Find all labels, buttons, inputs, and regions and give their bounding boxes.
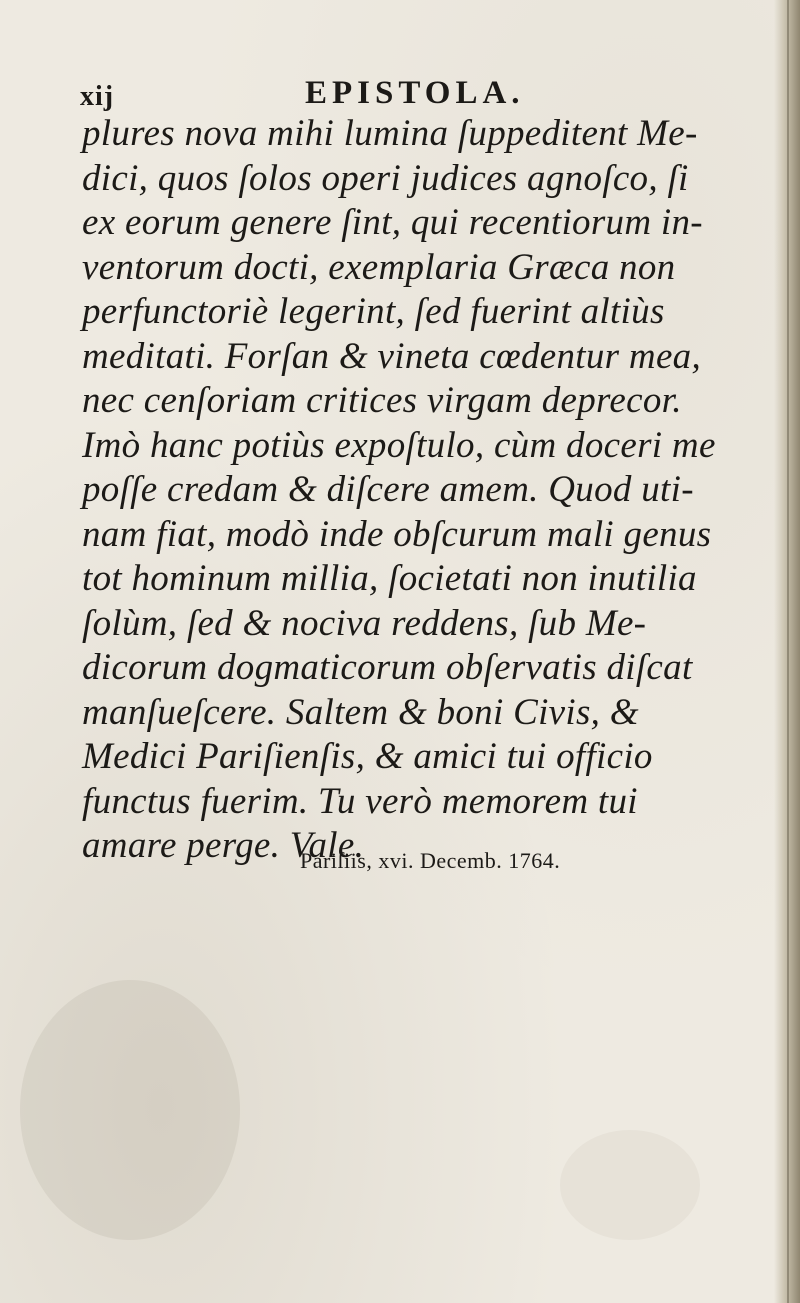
text-line: ventorum docti, exemplaria Græca non xyxy=(82,246,676,288)
letter-body xyxy=(82,112,716,869)
text-line: functus fuerim. Tu verò memorem tui xyxy=(82,780,638,822)
text-line: perfunctoriè legerint, ſed fuerint altiùs xyxy=(82,291,665,332)
text-line: dici, quos ſolos operi judices agnoſco, ſi xyxy=(82,157,689,199)
text-line: plures nova mihi lumina ſuppeditent Me- xyxy=(82,113,698,154)
page-number: xij xyxy=(80,81,115,112)
running-head: EPISTOLA. xyxy=(305,75,525,111)
text-line: ſolùm, ſed & nociva reddens, ſub Me- xyxy=(82,602,647,644)
text-line: nam fiat, modò inde obſcurum mali genus xyxy=(82,513,712,555)
paper-stain xyxy=(560,1130,700,1240)
page-header xyxy=(80,75,680,115)
paper-stain xyxy=(20,980,240,1240)
text-line: tot hominum millia, ſocietati non inutilia xyxy=(82,558,697,599)
page-edge-line xyxy=(787,0,789,1303)
text-line: amare perge. Vale. xyxy=(82,825,365,866)
date-line: Pariſiis, xvi. Decemb. 1764. xyxy=(300,848,561,873)
text-line: ex eorum genere ſint, qui recentiorum in- xyxy=(82,202,703,243)
text-line: manſueſcere. Saltem & boni Civis, & xyxy=(82,691,639,733)
text-line: poſſe credam & diſcere amem. Quod uti- xyxy=(82,469,694,510)
text-line: Medici Pariſienſis, & amici tui officio xyxy=(82,736,653,777)
text-line: dicorum dogmaticorum obſervatis diſcat xyxy=(82,647,693,688)
text-line: nec cenſoriam critices virgam deprecor. xyxy=(82,380,682,421)
text-line: Imò hanc potiùs expoſtulo, cùm doceri me xyxy=(82,424,716,466)
text-line: meditati. Forſan & vineta cœdentur mea, xyxy=(82,335,702,377)
